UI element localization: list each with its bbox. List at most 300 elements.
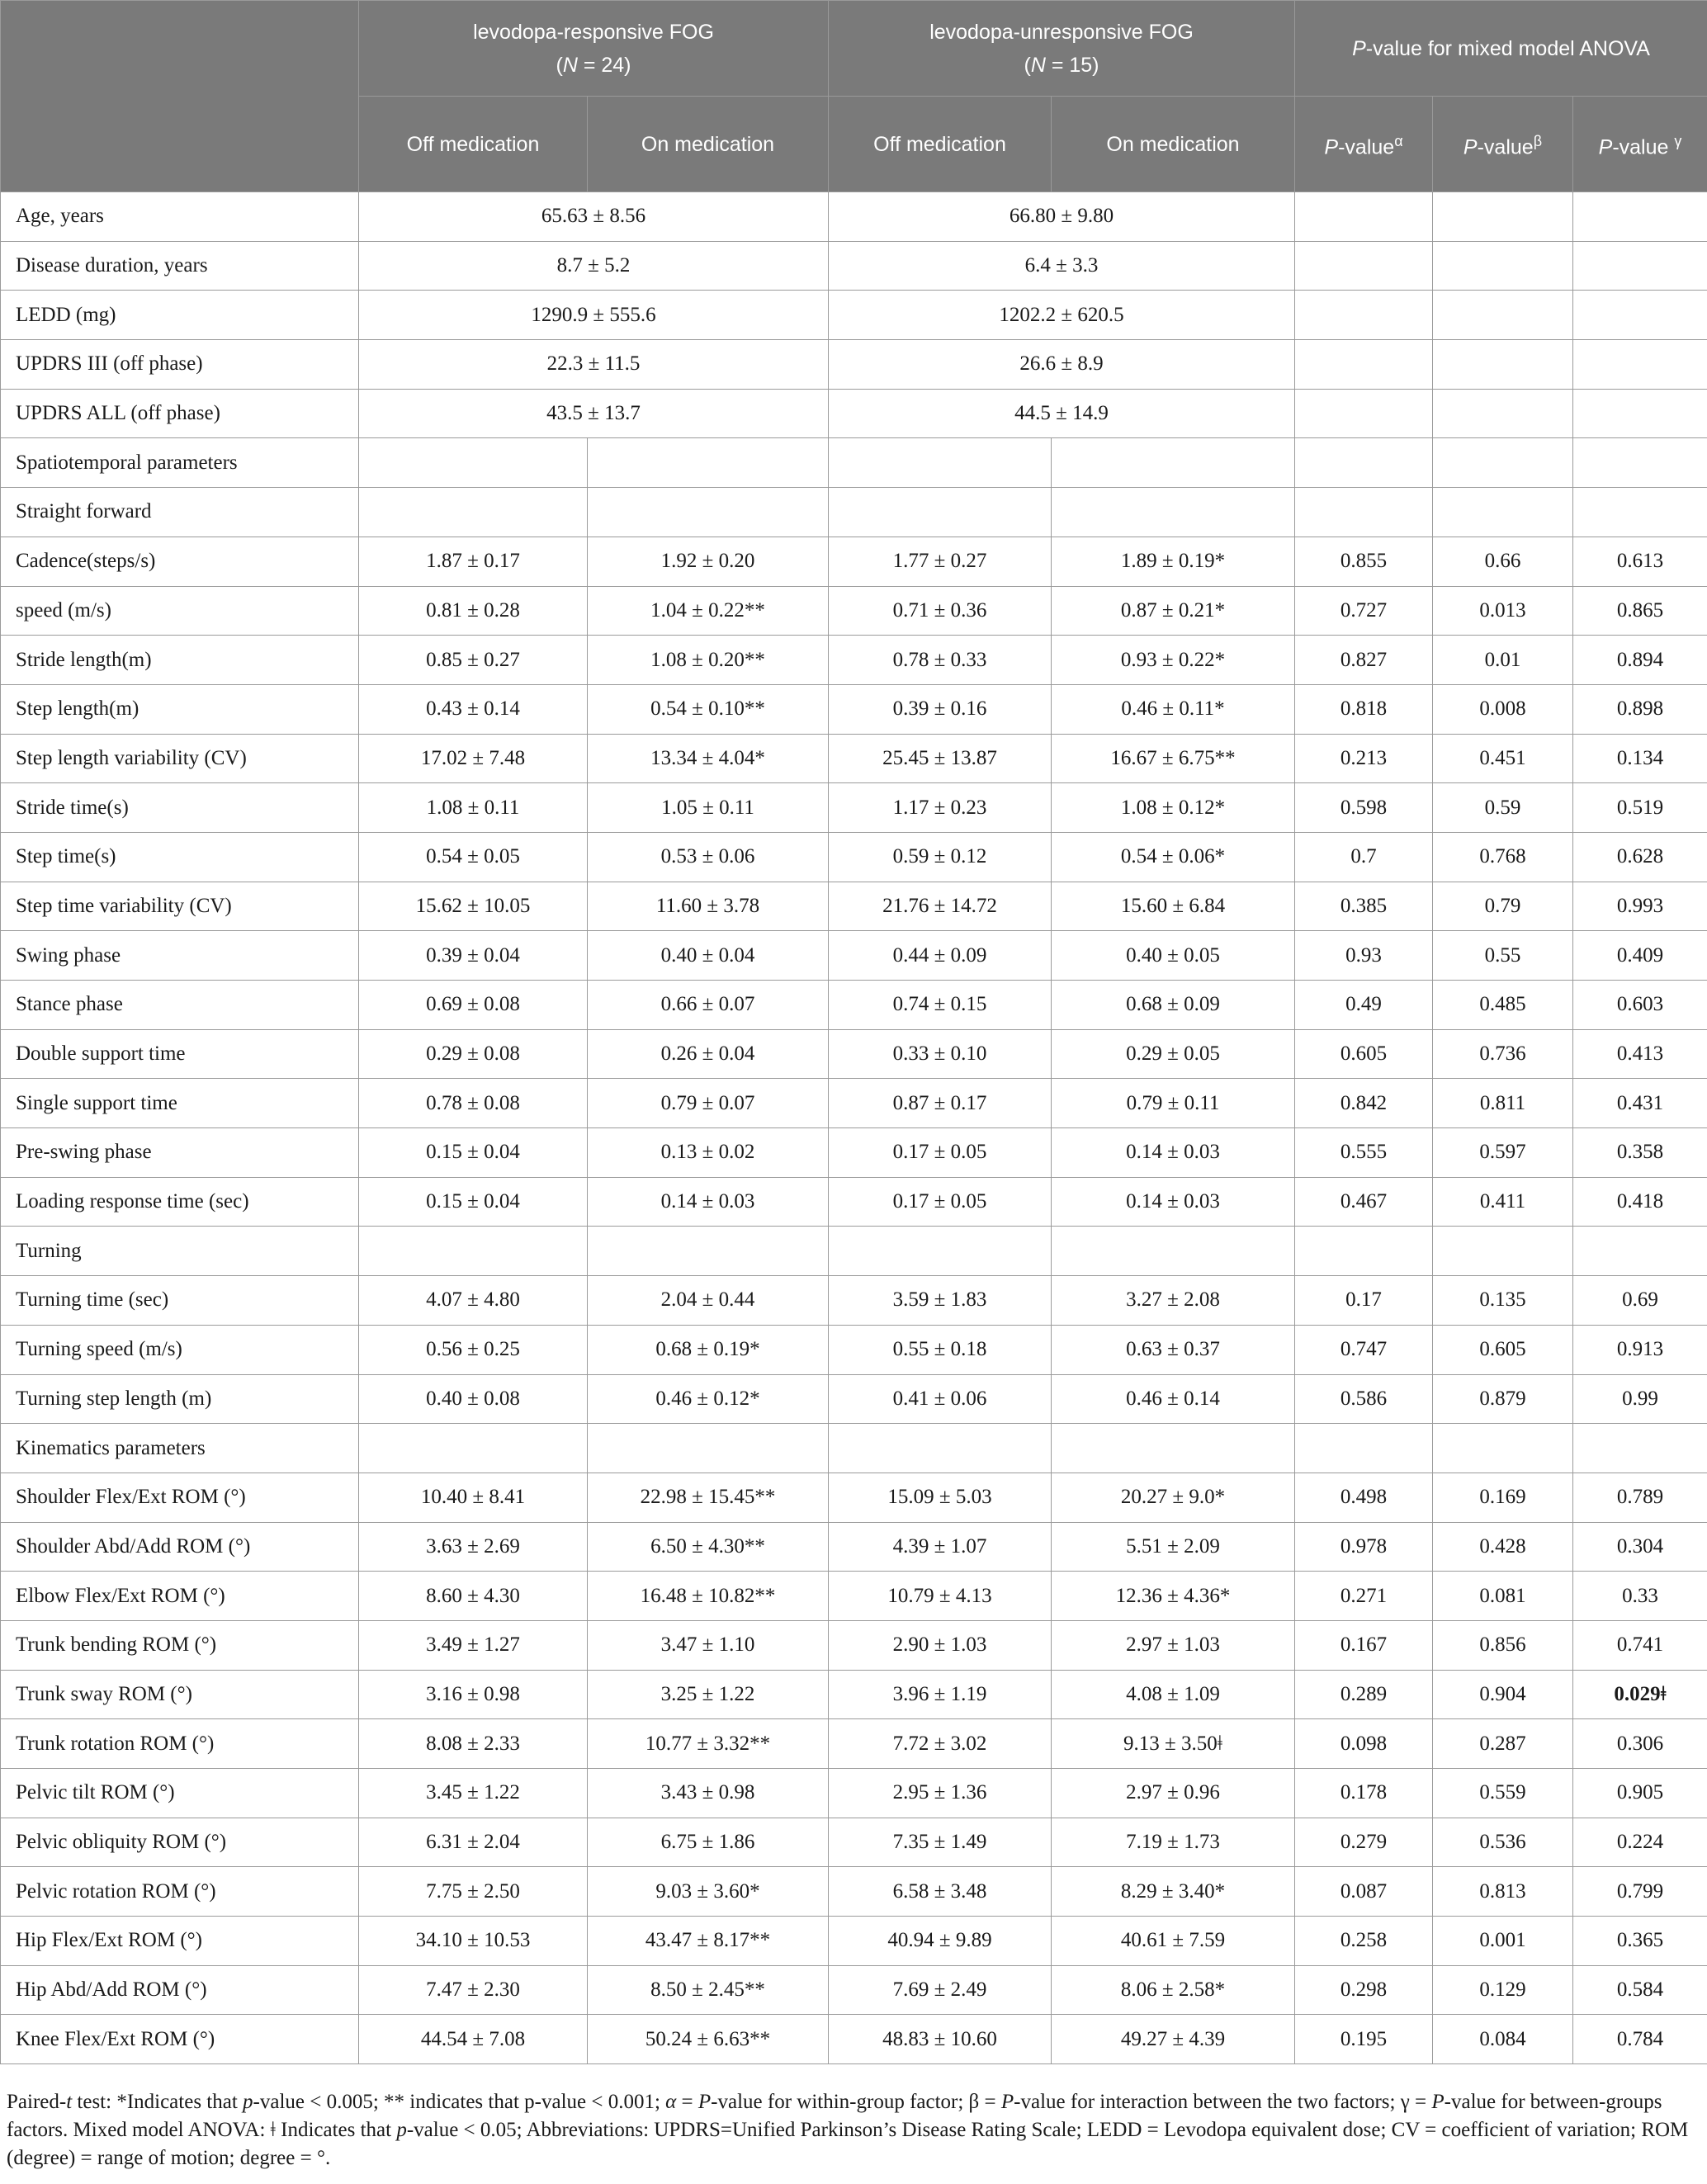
empty-cell (359, 488, 588, 537)
empty-cell (829, 1424, 1052, 1473)
empty-cell (1295, 291, 1433, 340)
cell-p-gamma: 0.613 (1573, 537, 1707, 586)
group2-name: levodopa-unresponsive FOG (929, 20, 1194, 44)
group2-value: 44.5 ± 14.9 (829, 389, 1295, 438)
cell-g1-off: 3.63 ± 2.69 (359, 1522, 588, 1572)
empty-cell (1573, 488, 1707, 537)
row-label: Pelvic rotation ROM (°) (1, 1867, 359, 1917)
cell-p-alpha: 0.855 (1295, 537, 1433, 586)
row-label: Stance phase (1, 981, 359, 1030)
cell-p-beta: 0.135 (1433, 1276, 1573, 1326)
cell-g1-on: 10.77 ± 3.32** (588, 1719, 829, 1769)
table-footnote: Paired-t test: *Indicates that p-value < 0.005; ** indicates that p-value < 0.001; α = P-value for within-group factor; β = P-value for interaction between the two factors; γ = P-value for between-groups factors. Mixed model ANOVA: ǂ Indicates that p-value < 0.05; Abbreviations: UPDRS=Unified Parkinson’s Disease Rating Scale; LEDD = Levodopa equivalent dose; CV = coefficient of variation; ROM (degree) = range of motion; degree = °. (7, 2091, 1689, 2169)
cell-g1-on: 0.46 ± 0.12* (588, 1374, 829, 1424)
cell-p-beta: 0.879 (1433, 1374, 1573, 1424)
table-row (1, 1374, 1707, 1424)
cell-g1-off: 3.16 ± 0.98 (359, 1670, 588, 1719)
table-row (1, 1325, 1707, 1374)
cell-g1-on: 13.34 ± 4.04* (588, 734, 829, 783)
cell-p-alpha: 0.598 (1295, 783, 1433, 833)
cell-g2-off: 10.79 ± 4.13 (829, 1572, 1052, 1621)
cell-g2-off: 3.96 ± 1.19 (829, 1670, 1052, 1719)
cell-p-alpha: 0.498 (1295, 1473, 1433, 1522)
table-row (1, 636, 1707, 685)
cell-g1-on: 11.60 ± 3.78 (588, 882, 829, 931)
cell-p-beta: 0.008 (1433, 684, 1573, 734)
cell-g2-on: 1.08 ± 0.12* (1052, 783, 1295, 833)
table-row (1, 1818, 1707, 1867)
cell-p-gamma: 0.358 (1573, 1128, 1707, 1178)
cell-g1-off: 0.43 ± 0.14 (359, 684, 588, 734)
empty-cell (1573, 438, 1707, 488)
cell-p-alpha: 0.727 (1295, 586, 1433, 636)
cell-g2-on: 8.29 ± 3.40* (1052, 1867, 1295, 1917)
cell-p-gamma: 0.865 (1573, 586, 1707, 636)
cell-p-gamma: 0.584 (1573, 1965, 1707, 2015)
cell-p-alpha: 0.747 (1295, 1325, 1433, 1374)
cell-p-alpha: 0.467 (1295, 1177, 1433, 1227)
cell-g2-on: 20.27 ± 9.0* (1052, 1473, 1295, 1522)
group1-value: 8.7 ± 5.2 (359, 241, 829, 291)
cell-p-beta: 0.904 (1433, 1670, 1573, 1719)
header-p-alpha: P-value$^\alpha$ (1295, 97, 1433, 192)
cell-p-beta: 0.169 (1433, 1473, 1573, 1522)
empty-cell (829, 488, 1052, 537)
row-label: Disease duration, years (1, 241, 359, 291)
cell-p-gamma: 0.69 (1573, 1276, 1707, 1326)
cell-p-beta: 0.081 (1433, 1572, 1573, 1621)
empty-cell (1433, 488, 1573, 537)
section-row (1, 438, 1707, 488)
header-g2-off: Off medication (829, 97, 1052, 192)
cell-g1-off: 0.39 ± 0.04 (359, 931, 588, 981)
cell-g2-off: 0.39 ± 0.16 (829, 684, 1052, 734)
group2-value: 6.4 ± 3.3 (829, 241, 1295, 291)
cell-g2-on: 0.29 ± 0.05 (1052, 1029, 1295, 1079)
cell-p-beta: 0.79 (1433, 882, 1573, 931)
table-body (1, 192, 1707, 2064)
empty-cell (1295, 1227, 1433, 1276)
cell-g1-on: 22.98 ± 15.45** (588, 1473, 829, 1522)
cell-p-beta: 0.856 (1433, 1620, 1573, 1670)
row-label: Swing phase (1, 931, 359, 981)
cell-g1-off: 0.81 ± 0.28 (359, 586, 588, 636)
cell-g2-on: 0.79 ± 0.11 (1052, 1079, 1295, 1128)
cell-p-gamma: 0.741 (1573, 1620, 1707, 1670)
cell-p-beta: 0.811 (1433, 1079, 1573, 1128)
cell-g2-on: 2.97 ± 1.03 (1052, 1620, 1295, 1670)
cell-g2-off: 7.72 ± 3.02 (829, 1719, 1052, 1769)
cell-g2-off: 15.09 ± 5.03 (829, 1473, 1052, 1522)
cell-g1-on: 0.54 ± 0.10** (588, 684, 829, 734)
cell-g2-off: 1.17 ± 0.23 (829, 783, 1052, 833)
cell-p-alpha: 0.827 (1295, 636, 1433, 685)
cell-p-gamma: 0.409 (1573, 931, 1707, 981)
row-label: Shoulder Abd/Add ROM (°) (1, 1522, 359, 1572)
cell-p-alpha: 0.195 (1295, 2015, 1433, 2064)
cell-p-alpha: 0.298 (1295, 1965, 1433, 2015)
table-row (1, 931, 1707, 981)
cell-p-gamma: 0.905 (1573, 1769, 1707, 1818)
group2-value: 1202.2 ± 620.5 (829, 291, 1295, 340)
empty-cell (1052, 1424, 1295, 1473)
table-row (1, 192, 1707, 242)
cell-g2-off: 0.17 ± 0.05 (829, 1177, 1052, 1227)
group2-value: 26.6 ± 8.9 (829, 340, 1295, 390)
cell-g2-off: 1.77 ± 0.27 (829, 537, 1052, 586)
group2-value: 66.80 ± 9.80 (829, 192, 1295, 242)
cell-g1-on: 0.14 ± 0.03 (588, 1177, 829, 1227)
cell-g2-on: 4.08 ± 1.09 (1052, 1670, 1295, 1719)
header-row-groups (1, 1, 1707, 97)
row-label: Turning time (sec) (1, 1276, 359, 1326)
cell-p-alpha: 0.842 (1295, 1079, 1433, 1128)
cell-g1-on: 8.50 ± 2.45** (588, 1965, 829, 2015)
cell-g1-on: 43.47 ± 8.17** (588, 1917, 829, 1966)
cell-p-beta: 0.001 (1433, 1917, 1573, 1966)
section-label: Spatiotemporal parameters (1, 438, 359, 488)
cell-g1-off: 0.78 ± 0.08 (359, 1079, 588, 1128)
section-label: Kinematics parameters (1, 1424, 359, 1473)
cell-g2-on: 0.14 ± 0.03 (1052, 1128, 1295, 1178)
row-label: Step length variability (CV) (1, 734, 359, 783)
table-row (1, 882, 1707, 931)
group1-name: levodopa-responsive FOG (473, 20, 714, 44)
cell-p-gamma: 0.431 (1573, 1079, 1707, 1128)
cell-p-gamma: 0.418 (1573, 1177, 1707, 1227)
row-label: Shoulder Flex/Ext ROM (°) (1, 1473, 359, 1522)
row-label: Trunk rotation ROM (°) (1, 1719, 359, 1769)
cell-g1-off: 8.60 ± 4.30 (359, 1572, 588, 1621)
empty-cell (588, 1227, 829, 1276)
cell-g2-on: 0.14 ± 0.03 (1052, 1177, 1295, 1227)
empty-cell (1295, 340, 1433, 390)
cell-p-gamma: 0.306 (1573, 1719, 1707, 1769)
cell-p-alpha: 0.93 (1295, 931, 1433, 981)
table-row (1, 1128, 1707, 1178)
empty-cell (1052, 438, 1295, 488)
cell-g2-off: 25.45 ± 13.87 (829, 734, 1052, 783)
empty-cell (1573, 291, 1707, 340)
cell-p-gamma: 0.799 (1573, 1867, 1707, 1917)
table-row (1, 537, 1707, 586)
empty-cell (359, 438, 588, 488)
cell-g1-on: 0.68 ± 0.19* (588, 1325, 829, 1374)
header-g1-on: On medication (588, 97, 829, 192)
cell-g2-on: 16.67 ± 6.75** (1052, 734, 1295, 783)
row-label: Pelvic obliquity ROM (°) (1, 1818, 359, 1867)
cell-p-beta: 0.66 (1433, 537, 1573, 586)
empty-cell (829, 438, 1052, 488)
cell-g2-on: 0.87 ± 0.21* (1052, 586, 1295, 636)
empty-cell (1295, 192, 1433, 242)
cell-p-alpha: 0.098 (1295, 1719, 1433, 1769)
cell-g2-off: 7.69 ± 2.49 (829, 1965, 1052, 2015)
empty-cell (588, 488, 829, 537)
cell-p-beta: 0.01 (1433, 636, 1573, 685)
empty-cell (1295, 1424, 1433, 1473)
header-p-gamma: P-value $^\gamma$ (1573, 97, 1707, 192)
cell-p-beta: 0.428 (1433, 1522, 1573, 1572)
cell-p-beta: 0.084 (1433, 2015, 1573, 2064)
cell-g1-on: 1.04 ± 0.22** (588, 586, 829, 636)
row-label: Stride length(m) (1, 636, 359, 685)
row-label: Elbow Flex/Ext ROM (°) (1, 1572, 359, 1621)
cell-g1-off: 34.10 ± 10.53 (359, 1917, 588, 1966)
cell-g1-off: 15.62 ± 10.05 (359, 882, 588, 931)
header-g2-on: On medication (1052, 97, 1295, 192)
cell-g1-off: 17.02 ± 7.48 (359, 734, 588, 783)
row-label: Loading response time (sec) (1, 1177, 359, 1227)
empty-cell (1573, 1424, 1707, 1473)
cell-g1-on: 3.47 ± 1.10 (588, 1620, 829, 1670)
cell-g1-off: 0.15 ± 0.04 (359, 1128, 588, 1178)
table-row (1, 981, 1707, 1030)
row-label: Pelvic tilt ROM (°) (1, 1769, 359, 1818)
cell-g1-off: 7.47 ± 2.30 (359, 1965, 588, 2015)
empty-cell (1433, 438, 1573, 488)
cell-g1-off: 0.69 ± 0.08 (359, 981, 588, 1030)
empty-cell (829, 1227, 1052, 1276)
cell-p-gamma: 0.894 (1573, 636, 1707, 685)
table-row (1, 1572, 1707, 1621)
row-label: Step time variability (CV) (1, 882, 359, 931)
cell-p-beta: 0.605 (1433, 1325, 1573, 1374)
row-label: Turning step length (m) (1, 1374, 359, 1424)
cell-g2-on: 0.68 ± 0.09 (1052, 981, 1295, 1030)
cell-g1-off: 0.15 ± 0.04 (359, 1177, 588, 1227)
cell-g1-on: 16.48 ± 10.82** (588, 1572, 829, 1621)
empty-cell (1433, 389, 1573, 438)
cell-g1-off: 10.40 ± 8.41 (359, 1473, 588, 1522)
row-label: Single support time (1, 1079, 359, 1128)
cell-g1-off: 0.54 ± 0.05 (359, 832, 588, 882)
empty-cell (1573, 389, 1707, 438)
header-p-beta: P-value$^\beta$ (1433, 97, 1573, 192)
cell-p-gamma: 0.304 (1573, 1522, 1707, 1572)
cell-g2-on: 5.51 ± 2.09 (1052, 1522, 1295, 1572)
empty-cell (588, 438, 829, 488)
cell-g2-on: 8.06 ± 2.58* (1052, 1965, 1295, 2015)
cell-g2-off: 0.87 ± 0.17 (829, 1079, 1052, 1128)
header-corner (1, 1, 359, 192)
cell-p-beta: 0.451 (1433, 734, 1573, 783)
cell-g1-on: 3.25 ± 1.22 (588, 1670, 829, 1719)
table-row (1, 1769, 1707, 1818)
empty-cell (359, 1227, 588, 1276)
cell-p-gamma: 0.029ǂ (1573, 1670, 1707, 1719)
cell-g1-on: 2.04 ± 0.44 (588, 1276, 829, 1326)
table-row (1, 783, 1707, 833)
cell-g2-off: 0.74 ± 0.15 (829, 981, 1052, 1030)
cell-p-alpha: 0.385 (1295, 882, 1433, 931)
row-label: UPDRS ALL (off phase) (1, 389, 359, 438)
cell-g1-off: 1.87 ± 0.17 (359, 537, 588, 586)
section-row (1, 1424, 1707, 1473)
group1-value: 22.3 ± 11.5 (359, 340, 829, 390)
cell-g2-off: 0.55 ± 0.18 (829, 1325, 1052, 1374)
cell-p-alpha: 0.167 (1295, 1620, 1433, 1670)
cell-g2-off: 0.44 ± 0.09 (829, 931, 1052, 981)
cell-g1-off: 8.08 ± 2.33 (359, 1719, 588, 1769)
cell-p-gamma: 0.603 (1573, 981, 1707, 1030)
cell-g2-on: 0.46 ± 0.14 (1052, 1374, 1295, 1424)
cell-g1-on: 0.66 ± 0.07 (588, 981, 829, 1030)
cell-g2-off: 0.33 ± 0.10 (829, 1029, 1052, 1079)
cell-g1-on: 0.13 ± 0.02 (588, 1128, 829, 1178)
cell-g2-off: 7.35 ± 1.49 (829, 1818, 1052, 1867)
cell-g2-on: 0.63 ± 0.37 (1052, 1325, 1295, 1374)
row-label: Hip Abd/Add ROM (°) (1, 1965, 359, 2015)
cell-p-gamma: 0.224 (1573, 1818, 1707, 1867)
cell-p-beta: 0.536 (1433, 1818, 1573, 1867)
cell-p-beta: 0.736 (1433, 1029, 1573, 1079)
row-label: Trunk sway ROM (°) (1, 1670, 359, 1719)
cell-g1-off: 0.56 ± 0.25 (359, 1325, 588, 1374)
table-row (1, 1473, 1707, 1522)
cell-g1-on: 0.40 ± 0.04 (588, 931, 829, 981)
empty-cell (1295, 389, 1433, 438)
cell-g1-on: 6.50 ± 4.30** (588, 1522, 829, 1572)
group1-value: 65.63 ± 8.56 (359, 192, 829, 242)
cell-g1-off: 1.08 ± 0.11 (359, 783, 588, 833)
cell-p-beta: 0.129 (1433, 1965, 1573, 2015)
cell-g2-on: 2.97 ± 0.96 (1052, 1769, 1295, 1818)
cell-g1-on: 1.92 ± 0.20 (588, 537, 829, 586)
cell-p-beta: 0.287 (1433, 1719, 1573, 1769)
cell-g1-on: 50.24 ± 6.63** (588, 2015, 829, 2064)
row-label: Stride time(s) (1, 783, 359, 833)
empty-cell (1433, 192, 1573, 242)
cell-p-alpha: 0.271 (1295, 1572, 1433, 1621)
cell-p-beta: 0.597 (1433, 1128, 1573, 1178)
cell-g2-on: 15.60 ± 6.84 (1052, 882, 1295, 931)
header-pvalue: P-value for mixed model ANOVA (1295, 1, 1707, 97)
row-label: Pre-swing phase (1, 1128, 359, 1178)
cell-g2-on: 0.40 ± 0.05 (1052, 931, 1295, 981)
header-g1-off: Off medication (359, 97, 588, 192)
table-row (1, 291, 1707, 340)
cell-g1-on: 0.53 ± 0.06 (588, 832, 829, 882)
table-row (1, 1177, 1707, 1227)
cell-g1-on: 0.79 ± 0.07 (588, 1079, 829, 1128)
cell-p-alpha: 0.49 (1295, 981, 1433, 1030)
cell-p-gamma: 0.519 (1573, 783, 1707, 833)
row-label: speed (m/s) (1, 586, 359, 636)
empty-cell (1295, 241, 1433, 291)
table-row (1, 684, 1707, 734)
cell-g2-off: 40.94 ± 9.89 (829, 1917, 1052, 1966)
table-row (1, 1029, 1707, 1079)
section-row (1, 488, 1707, 537)
cell-p-beta: 0.59 (1433, 783, 1573, 833)
cell-g1-off: 0.85 ± 0.27 (359, 636, 588, 685)
cell-g1-on: 9.03 ± 3.60* (588, 1867, 829, 1917)
section-label: Straight forward (1, 488, 359, 537)
cell-p-alpha: 0.213 (1295, 734, 1433, 783)
cell-g2-off: 3.59 ± 1.83 (829, 1276, 1052, 1326)
empty-cell (359, 1424, 588, 1473)
cell-p-gamma: 0.99 (1573, 1374, 1707, 1424)
empty-cell (1433, 340, 1573, 390)
cell-p-alpha: 0.289 (1295, 1670, 1433, 1719)
cell-g1-on: 1.08 ± 0.20** (588, 636, 829, 685)
table-row (1, 1620, 1707, 1670)
cell-p-alpha: 0.818 (1295, 684, 1433, 734)
table-row (1, 1965, 1707, 2015)
header-group-responsive: levodopa-responsive FOG (N = 24) (359, 1, 829, 97)
cell-p-gamma: 0.33 (1573, 1572, 1707, 1621)
table-row (1, 586, 1707, 636)
table-row (1, 1670, 1707, 1719)
cell-g2-off: 0.41 ± 0.06 (829, 1374, 1052, 1424)
cell-g2-off: 2.90 ± 1.03 (829, 1620, 1052, 1670)
cell-g2-off: 0.17 ± 0.05 (829, 1128, 1052, 1178)
cell-p-alpha: 0.279 (1295, 1818, 1433, 1867)
cell-p-gamma: 0.898 (1573, 684, 1707, 734)
cell-p-alpha: 0.605 (1295, 1029, 1433, 1079)
section-label: Turning (1, 1227, 359, 1276)
cell-g2-on: 12.36 ± 4.36* (1052, 1572, 1295, 1621)
row-label: Step length(m) (1, 684, 359, 734)
cell-p-gamma: 0.784 (1573, 2015, 1707, 2064)
row-label: Cadence(steps/s) (1, 537, 359, 586)
cell-p-alpha: 0.087 (1295, 1867, 1433, 1917)
cell-p-gamma: 0.365 (1573, 1917, 1707, 1966)
cell-g2-on: 0.54 ± 0.06* (1052, 832, 1295, 882)
cell-g1-off: 4.07 ± 4.80 (359, 1276, 588, 1326)
cell-g2-on: 0.93 ± 0.22* (1052, 636, 1295, 685)
cell-p-alpha: 0.555 (1295, 1128, 1433, 1178)
empty-cell (588, 1424, 829, 1473)
cell-g1-off: 0.29 ± 0.08 (359, 1029, 588, 1079)
row-label: Hip Flex/Ext ROM (°) (1, 1917, 359, 1966)
empty-cell (1573, 192, 1707, 242)
header-group-unresponsive: levodopa-unresponsive FOG (N = 15) (829, 1, 1295, 97)
empty-cell (1433, 291, 1573, 340)
empty-cell (1052, 1227, 1295, 1276)
empty-cell (1433, 1424, 1573, 1473)
cell-g2-on: 3.27 ± 2.08 (1052, 1276, 1295, 1326)
empty-cell (1573, 241, 1707, 291)
cell-p-beta: 0.559 (1433, 1769, 1573, 1818)
cell-g1-on: 1.05 ± 0.11 (588, 783, 829, 833)
cell-p-beta: 0.813 (1433, 1867, 1573, 1917)
row-label: Trunk bending ROM (°) (1, 1620, 359, 1670)
section-row (1, 1227, 1707, 1276)
cell-g2-off: 48.83 ± 10.60 (829, 2015, 1052, 2064)
cell-p-gamma: 0.628 (1573, 832, 1707, 882)
cell-p-alpha: 0.7 (1295, 832, 1433, 882)
cell-p-beta: 0.013 (1433, 586, 1573, 636)
cell-g1-on: 3.43 ± 0.98 (588, 1769, 829, 1818)
cell-p-gamma: 0.993 (1573, 882, 1707, 931)
group1-value: 43.5 ± 13.7 (359, 389, 829, 438)
table-row (1, 1522, 1707, 1572)
row-label: Double support time (1, 1029, 359, 1079)
table-row (1, 1867, 1707, 1917)
empty-cell (1433, 241, 1573, 291)
empty-cell (1295, 438, 1433, 488)
table-row (1, 1276, 1707, 1326)
table-row (1, 340, 1707, 390)
cell-p-beta: 0.55 (1433, 931, 1573, 981)
row-label: Knee Flex/Ext ROM (°) (1, 2015, 359, 2064)
table-row (1, 832, 1707, 882)
cell-g1-off: 6.31 ± 2.04 (359, 1818, 588, 1867)
cell-p-alpha: 0.178 (1295, 1769, 1433, 1818)
row-label: Step time(s) (1, 832, 359, 882)
